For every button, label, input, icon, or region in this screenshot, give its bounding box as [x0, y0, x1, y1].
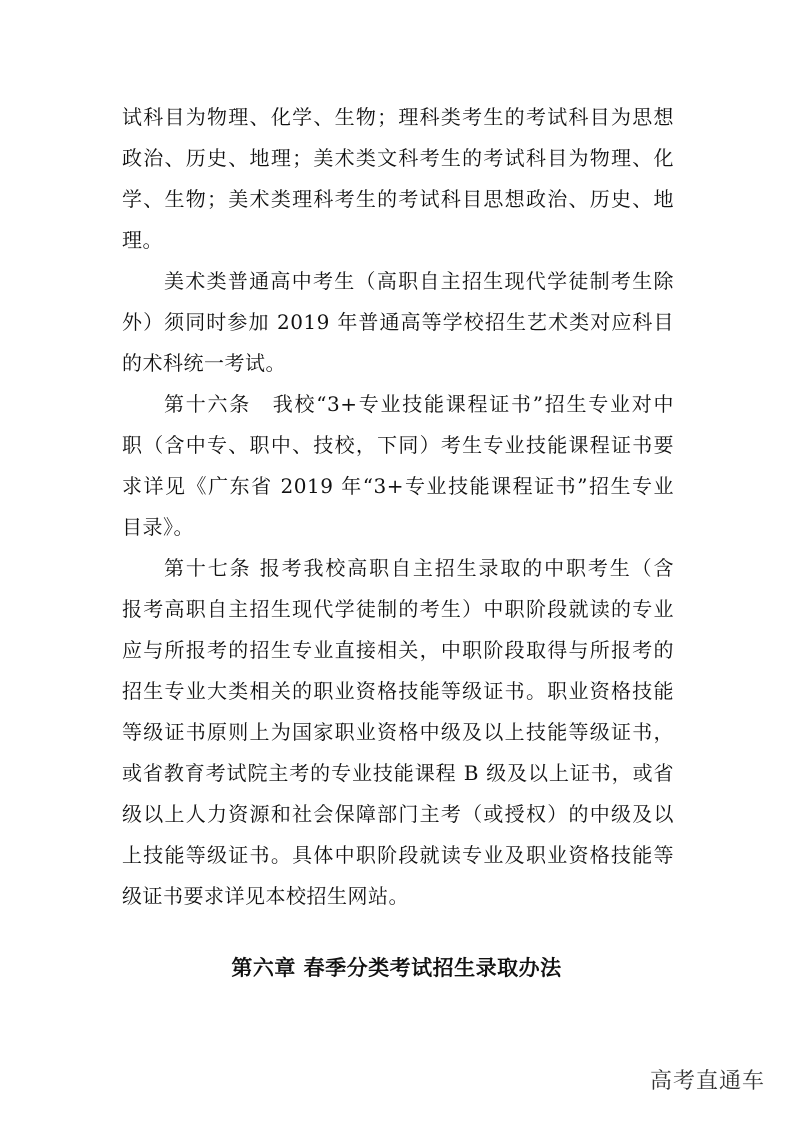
text-line: 学、生物；美术类理科考生的考试科目思想政治、历史、地: [122, 187, 674, 211]
text-line: 职（含中专、职中、技校，下同）考生专业技能课程证书要: [122, 433, 674, 457]
text-line: 报考高职自主招生现代学徒制的考生）中职阶段就读的专业: [122, 597, 674, 621]
article-16-first-line: 第十六条 我校“3+专业技能课程证书”招生专业对中: [164, 392, 674, 416]
text-line: 上技能等级证书。具体中职阶段就读专业及职业资格技能等: [122, 843, 674, 867]
watermark-logo: 高考直通车: [649, 1069, 765, 1094]
text-line: 的术科统一考试。: [122, 351, 286, 375]
text-line: 政治、历史、地理；美术类文科考生的考试科目为物理、化: [122, 146, 674, 170]
text-line: 级以上人力资源和社会保障部门主考（或授权）的中级及以: [122, 802, 674, 826]
text-line: 应与所报考的招生专业直接相关，中职阶段取得与所报考的: [122, 638, 674, 662]
text-line: 等级证书原则上为国家职业资格中级及以上技能等级证书，: [122, 720, 674, 744]
text-line: 求详见《广东省 2019 年“3+专业技能课程证书”招生专业: [122, 474, 674, 498]
paragraph-first-line: 美术类普通高中考生（高职自主招生现代学徒制考生除: [164, 269, 674, 293]
text-line: 目录》。: [122, 515, 194, 539]
chapter-title: 第六章 春季分类考试招生录取办法: [231, 956, 562, 980]
text-line: 级证书要求详见本校招生网站。: [122, 884, 409, 908]
article-17-first-line: 第十七条 报考我校高职自主招生录取的中职考生（含: [164, 556, 674, 580]
text-line: 招生专业大类相关的职业资格技能等级证书。职业资格技能: [122, 679, 674, 703]
text-line: 或省教育考试院主考的专业技能课程 B 级及以上证书，或省: [122, 761, 674, 785]
text-line: 外）须同时参加 2019 年普通高等学校招生艺术类对应科目: [122, 310, 674, 334]
text-line: 试科目为物理、化学、生物；理科类考生的考试科目为思想: [122, 105, 674, 129]
text-line: 理。: [122, 228, 163, 252]
